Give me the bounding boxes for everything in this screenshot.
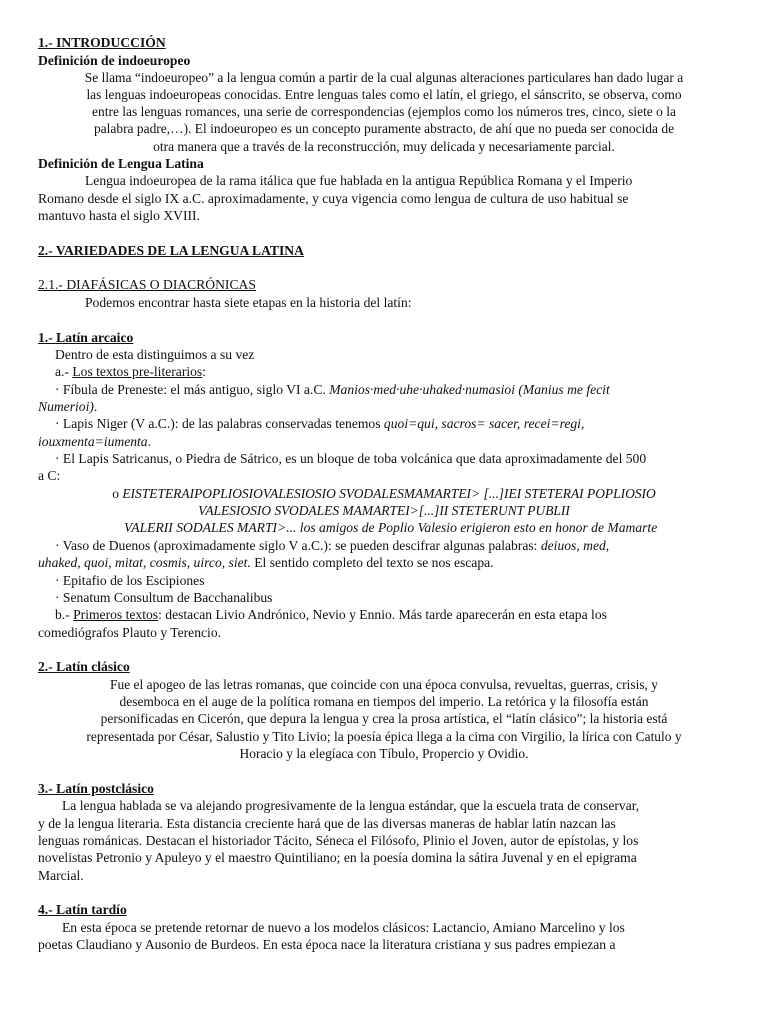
list-item-lapis-niger-cont: iouxmenta=iumenta. [38,434,151,449]
paragraph-line: Fue el apogeo de las letras romanas, que coincide con una época convulsa, revueltas, guerras, crisis, y [109,677,659,692]
list-item-fibula: · Fíbula de Preneste: el más antiguo, siglo VI a.C. Manios·med·uhe·uhaked·numasioi (Manius me fecit [55,382,610,397]
list-item-fibula-cont: Numerioi). [38,399,98,414]
list-item-senatum: · Senatum Consultum de Bacchanalibus [55,590,273,605]
period-title-tardio: 4.- Latín tardío [38,902,127,917]
paragraph-line: otra manera que a través de la reconstrucción, muy delicada y necesariamente parcial. [153,139,615,154]
list-item-duenos-cont: uhaked, quoi, mitat, cosmis, uirco, siet. El sentido completo del texto se nos escapa. [38,555,494,570]
section-heading-variedades: 2.- VARIEDADES DE LA LENGUA LATINA [38,243,304,258]
inscription-line: VALESIOSIO SVODALES MAMARTEI>[...]II STETERUNT PUBLII [198,503,570,518]
list-label-a: a.- Los textos pre-literarios: [55,364,206,379]
list-item-epitafio: · Epitafio de los Escipiones [55,573,205,588]
paragraph-line: Marcial. [38,868,84,883]
subheading-definicion-indoeuropeo: Definición de indoeuropeo [38,53,191,68]
list-item-satricanus: · El Lapis Satricanus, o Piedra de Sátrico, es un bloque de toba volcánica que data aproximadamente del 500 [55,451,647,466]
paragraph-line: las lenguas indoeuropeas conocidas. Entre lenguas tales como el latín, el griego, el sánscrito, se observa, como [86,87,682,102]
paragraph-line: La lengua hablada se va alejando progresivamente de la lengua estándar, que la escuela trata de conservar, [62,798,640,813]
paragraph-line: Podemos encontrar hasta siete etapas en la historia del latín: [85,295,412,310]
paragraph-line: comediógrafos Plauto y Terencio. [38,625,222,640]
paragraph-line: Romano desde el siglo IX a.C. aproximadamente, y cuya vigencia como lengua de cultura de uso habitual se [38,191,629,206]
inscription-line: o EISTETERAIPOPLIOSIOVALESIOSIO SVODALESMAMARTEI> [...]IEI STETERAI POPLIOSIO [112,486,656,501]
paragraph-line: Dentro de esta distinguimos a su vez [55,347,255,362]
paragraph-line: desemboca en el auge de la política romana en tiempos del imperio. La retórica y la filosofía están [119,694,649,709]
paragraph-line: personificadas en Cicerón, que depura la lengua y crea la prosa artística, el “latín clásico”; la historia está [100,711,668,726]
paragraph-line: novelistas Petronio y Apuleyo y el maestro Quintiliano; en la poesía domina la sátira Juvenal y en el epigrama [38,850,637,865]
list-item-satricanus-cont: a C: [38,468,61,483]
paragraph-line: Horacio y la elegíaca con Tíbulo, Propercio y Ovidio. [239,746,529,761]
period-title-arcaico: 1.- Latín arcaico [38,330,134,345]
inscription-translation: VALERII SODALES MARTI>... los amigos de Poplio Valesio erigieron esto en honor de Mamarte [124,520,658,535]
paragraph-line: entre las lenguas romances, una serie de correspondencias (ejemplos como los números tres, cinco, siete o la [92,104,676,119]
period-title-clasico: 2.- Latín clásico [38,659,130,674]
list-label-b: b.- Primeros textos: destacan Livio Andrónico, Nevio y Ennio. Más tarde aparecerán en esta etapa los [55,607,607,622]
list-item-lapis-niger: · Lapis Niger (V a.C.): de las palabras conservadas tenemos quoi=qui, sacros= sacer, recei=regi, [55,416,585,431]
paragraph-line: palabra padre,…). El indoeuropeo es un concepto puramente abstracto, de ahí que no pueda ser conocida de [93,121,675,136]
paragraph-line: En esta época se pretende retornar de nuevo a los modelos clásicos: Lactancio, Amiano Marcelino y los [62,920,625,935]
subsection-heading-diafasicas: 2.1.- DIAFÁSICAS O DIACRÓNICAS [38,277,256,292]
period-title-postclasico: 3.- Latín postclásico [38,781,154,796]
paragraph-line: mantuvo hasta el siglo XVIII. [38,208,200,223]
list-item-duenos: · Vaso de Duenos (aproximadamente siglo V a.C.): se pueden descifrar algunas palabras: deiuos, med, [55,538,610,553]
paragraph-line: Lengua indoeuropea de la rama itálica que fue hablada en la antigua República Romana y el Imperio [85,173,633,188]
paragraph-line: representada por César, Salustio y Tito Livio; la poesía épica llega a la cima con Virgilio, la lírica con Catulo y [86,729,682,744]
paragraph-line: poetas Claudiano y Ausonio de Burdeos. En esta época nace la literatura cristiana y sus padres empiezan a [38,937,616,952]
section-heading-introduccion: 1.- INTRODUCCIÓN [38,35,166,50]
subheading-definicion-lengua-latina: Definición de Lengua Latina [38,156,204,171]
paragraph-line: y de la lengua literaria. Esta distancia creciente hará que de las diversas maneras de hablar latín nazcan las [38,816,616,831]
paragraph-line: Se llama “indoeuropeo” a la lengua común a partir de la cual algunas alteraciones particulares han dado lugar a [84,70,684,85]
paragraph-line: lenguas románicas. Destacan el historiador Tácito, Séneca el Filósofo, Plinio el Joven, autor de epístolas, y los [38,833,639,848]
